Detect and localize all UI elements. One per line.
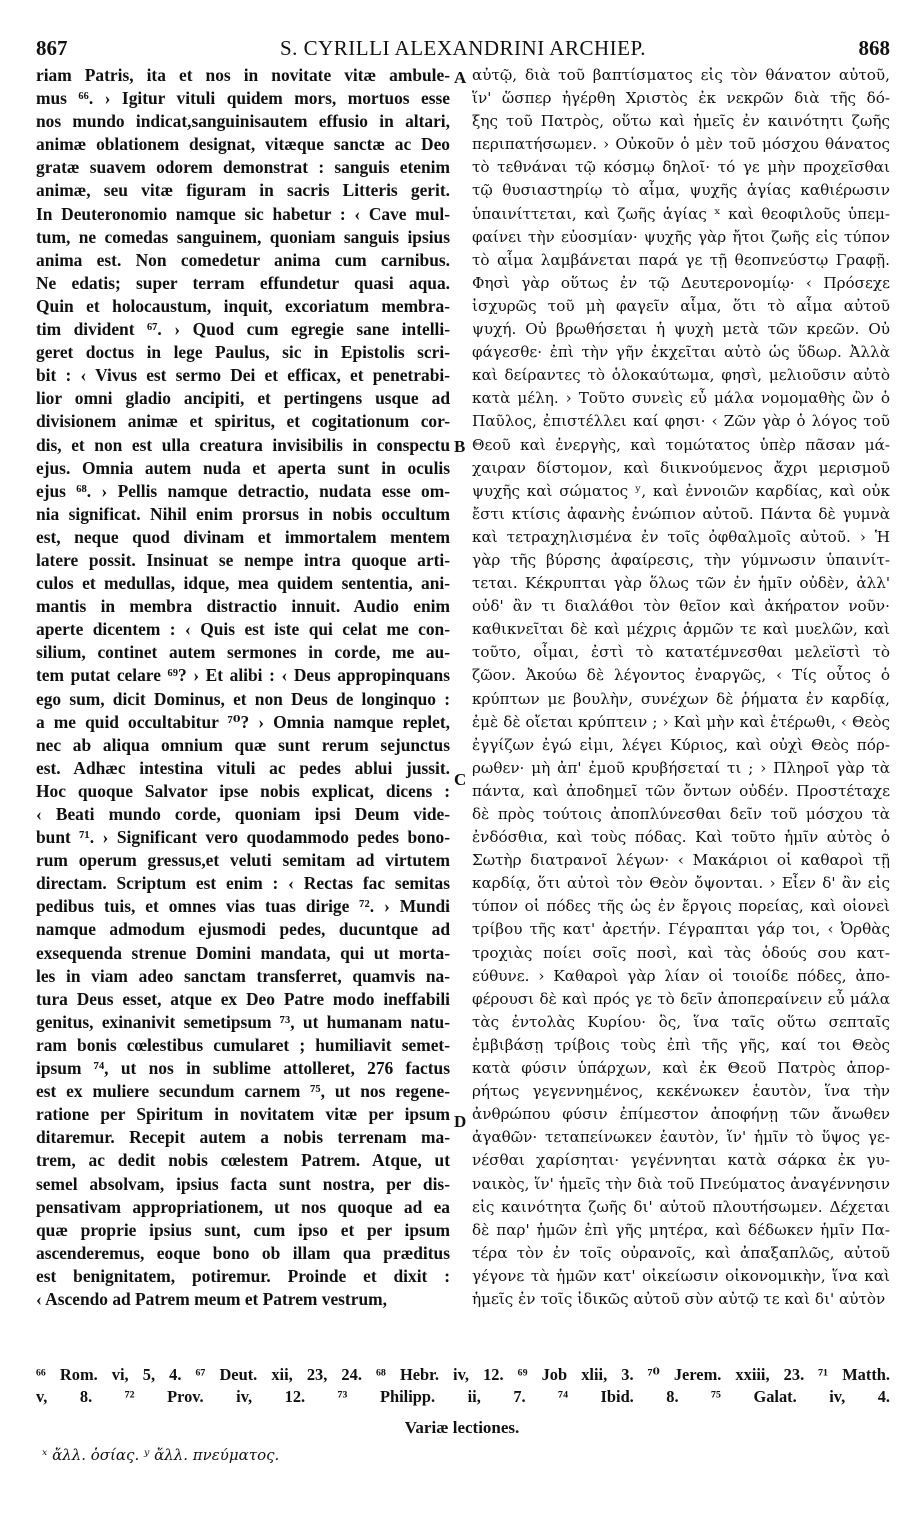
greek-text-line: περιπατήσωμεν. › Οὐκοῦν ὁ μὲν τοῦ μόσχου θάνατος — [472, 135, 890, 154]
greek-text-line: καρδίᾳ, ὅτι αὐτοὶ τὸν Θεὸν ὄψονται. › Εἶεν δ' ἂν εἰς — [472, 874, 890, 893]
latin-text-line: animæ, seu vitæ figuram in sacris Litteris gerit. — [36, 180, 450, 201]
greek-text-line: οὐδ' ἂν τι διαλάθοι τὸν θεῖον καὶ ἀκήρατον νοῦν· — [472, 597, 890, 616]
greek-text-line: ἐνδόσθια, καὶ τοὺς πόδας. Καὶ τοῦτο ἡμῖν αὐτὸς ὁ — [472, 828, 890, 847]
latin-text-line: les in viam adeo sanctam transferret, quamvis na- — [36, 965, 450, 986]
greek-text-line: κατὰ μέλη. › Τοῦτο συνεὶς εὖ μάλα νομομαθὴς ὢν ὁ — [472, 389, 890, 408]
greek-text-line: φέρουσι δὲ καὶ πρός γε τὸ δεῖν ἀποπεραίνειν εὖ μάλα — [472, 989, 890, 1008]
greek-text-line: ἔστι κτίσις ἀφανὴς ἐνώπιον αὐτοῦ. Πάντα δὲ γυμνὰ — [472, 504, 890, 523]
greek-column — [472, 64, 890, 1311]
margin-letter-d: D — [454, 1112, 467, 1131]
latin-text-line: nos mundo indicat,sanguinisautem effusio in altari, — [36, 111, 450, 132]
greek-text-line: ρήτως γεγεννημένος, κεκένωκεν ἑαυτὸν, ἵνα τὴν — [472, 1082, 890, 1101]
latin-text-line: rum operum gressus,et veluti semitam ad virtutem — [36, 850, 450, 871]
latin-text-line: tum, ne comedas sanguinem, quoniam sanguis ipsius — [36, 226, 450, 247]
page-number-right: 868 — [858, 36, 890, 60]
running-title: S. CYRILLI ALEXANDRINI ARCHIEP. — [279, 36, 647, 60]
latin-text-line: ‹ Beati mundo corde, quoniam ipsi Deum vide- — [36, 804, 450, 824]
greek-text-line: καὶ δείραντες τὸ ὁλοκαύτωμα, φησὶ, μελιοῦσιν αὐτὸ — [472, 366, 890, 385]
greek-text-line: δὲ πρὸς τούτοις ἀποπλύνεσθαι δεῖν τοῦ μόσχου τὰ — [472, 805, 890, 823]
latin-text-line: ego sum, dicit Dominus, et non Deus de longinquo : — [36, 688, 450, 709]
latin-text-line: tem putat celare ⁶⁹? › Et alibi : ‹ Deus appropinquans — [36, 665, 450, 686]
greek-text-line: ἐμὲ δὲ οἴεται κρύπτειν ; › Καὶ μὴν καὶ ἑτέρωθι, ‹ Θεὸς — [472, 712, 890, 731]
latin-text-line: genitus, exinanivit semetipsum ⁷³, ut humanam natu- — [36, 1011, 450, 1032]
greek-text-line: φαίνει τὴν εὐοσμίαν· ψυχῆς γὰρ ἤτοι ζωῆς εἰς τύπον — [472, 227, 890, 246]
greek-text-line: ἰσχυρῶς τοῦ μὴ φαγεῖν αἷμα, ὅτι τὸ αἷμα αὐτοῦ — [472, 296, 890, 315]
greek-text-line: ἡμεῖς ἐν τοῖς ἰδικῶς αὐτοῦ σὺν αὐτῷ τε καὶ δι' αὐτὸν — [472, 1289, 886, 1308]
greek-text-line: ξης τοῦ Πατρὸς, οὕτω καὶ ἡμεῖς ἐν καινότητι ζωῆς — [472, 112, 890, 131]
latin-text-line: nec ab aliqua omnium quæ sunt rerum sejunctus — [36, 734, 450, 755]
latin-text-line: Hoc quoque Salvator ipse nobis explicat, dicens : — [36, 780, 450, 801]
latin-text-line: anima est. Non comedetur anima cum carnibus. — [36, 249, 450, 270]
greek-text-line: τὰς ἐντολὰς Κυρίου· ὃς, ἵνα ταῖς οὕτω σεπταῖς — [472, 1012, 890, 1031]
latin-text-line: ‹ Ascendo ad Patrem meum et Patrem vestrum, — [36, 1288, 387, 1309]
latin-text-line: tim divident ⁶⁷. › Quod cum egregie sane intelli- — [36, 319, 450, 340]
greek-text-line: τοῦτο, οἶμαι, ἐστὶ τὸ κατατέμνεσθαι μελεϊστὶ τὸ — [472, 643, 890, 662]
greek-text-line: φάγεσθε· ἐπὶ τὴν γῆν ἐκχεῖται αὐτὸ ὡς ὕδωρ. Ἀλλὰ — [472, 343, 890, 362]
latin-text-line: mantis in membra distractio innuit. Audio enim — [36, 596, 450, 617]
latin-text-line: est, neque quod divinam et immortalem mentem — [36, 526, 450, 547]
greek-text-line: δὲ παρ' ἡμῶν ἐπὶ γῆς μητέρα, καὶ δέδωκεν ἡμῖν Πα- — [472, 1220, 890, 1239]
greek-text-line: Παῦλος, ἐπιστέλλει καί φησι· ‹ Ζῶν γὰρ ὁ λόγος τοῦ — [472, 412, 890, 431]
latin-text-line: pensativam appropriationem, ut nos quoque ad ea — [36, 1196, 450, 1217]
latin-text-line: In Deuteronomio namque sic habetur : ‹ Cave mul- — [36, 203, 450, 224]
greek-text-line: ναικὸς, ἵν' ἡμεῖς τὴν διὰ τοῦ Πνεύματος ἀναγέννησιν — [472, 1174, 890, 1193]
latin-text-line: ratione per Spiritum in novitatem vitæ per ipsum — [36, 1104, 450, 1125]
latin-text-line: semel absolvam, ipsius facta sunt nostra, per dis- — [36, 1173, 450, 1194]
latin-text-line: ram bonis cœlestibus cumularet ; humiliavit semet- — [36, 1034, 450, 1055]
latin-text-line: riam Patris, ita et nos in novitate vitæ ambule- — [36, 65, 450, 85]
greek-text-line: ὑπαινίττεται, καὶ ζωῆς ἁγίας ˣ καὶ θεοφιλοῦς ὑπεμ- — [472, 204, 890, 223]
latin-text-line: latere possit. Insinuat se nempe intra quoque arti- — [36, 549, 450, 570]
latin-text-line: ejus ⁶⁸. › Pellis namque detractio, nudata esse om- — [36, 480, 450, 501]
greek-text-line: τροχιὰς ποίει σοῖς ποσὶ, καὶ τὰς ὁδούς σου κατ- — [472, 943, 890, 962]
greek-text-line: ἀνθρώπου φύσιν ἐπίμεστον ἀποφήνῃ τῶν ἄνωθεν — [472, 1105, 890, 1124]
greek-text-line: κρύπτων με βουλὴν, συνέχων δὲ ῥήματα ἐν καρδίᾳ, — [472, 689, 890, 708]
greek-text-line: τέρα τὸν ἐν τοῖς οὐρανοῖς, καὶ ἀπαξαπλῶς, αὐτοῦ — [472, 1243, 890, 1262]
greek-text-line: τεται. Κέκρυπται γὰρ ὅλως τῶν ἐν ἡμῖν οὐδὲν, ἀλλ' — [472, 574, 890, 593]
greek-text-line: Σωτὴρ διατρανοῖ λέγων· ‹ Μακάριοι οἱ καθαροὶ τῇ — [472, 851, 890, 870]
greek-text-line: ἀγαθῶν· τεταπείνωκεν ἑαυτὸν, ἵν' ἡμῖν τὸ ὕψος γε- — [472, 1128, 890, 1147]
latin-text-line: quæ proprie ipsius sunt, cum ipso et per ipsum — [36, 1219, 450, 1240]
greek-text-line: κατὰ φύσιν ὑπάρχων, καὶ ἐκ Θεοῦ Πατρὸς ἀπορ- — [472, 1059, 890, 1078]
latin-text-line: namque admodum ejusmodi pedes, ducuntque ad — [36, 919, 450, 940]
latin-text-line: tura Deus esset, atque ex Deo Patre modo ineffabili — [36, 988, 450, 1009]
greek-text-line: ψυχή. Οὐ βρωθήσεται ἡ ψυχὴ μετὰ τῶν κρεῶν. Οὐ — [472, 320, 890, 339]
greek-text-line: νέσθαι χαρίσηται· γεγέννηται κατὰ σάρκα ἐκ γυ- — [472, 1151, 890, 1170]
margin-letter-a: A — [454, 68, 467, 87]
latin-text-line: est. Adhæc intestina vituli ac pedes ablui jussit. — [36, 757, 450, 778]
greek-text-line: Φησὶ γὰρ οὕτως ἐν τῷ Δευτερονομίῳ· ‹ Πρόσεχε — [472, 273, 890, 292]
latin-text-line: bit : ‹ Vivus est sermo Dei et efficax, et penetrabi- — [36, 365, 450, 386]
latin-text-line: ditaremur. Recepit autem a nobis terrenam ma- — [36, 1127, 450, 1148]
footnote-line: v, 8. ⁷² Prov. iv, 12. ⁷³ Philipp. ii, 7. ⁷⁴ Ibid. 8. ⁷⁵ Galat. iv, 4. — [36, 1387, 890, 1406]
latin-text-line: culos et medullas, idque, mea quidem sententia, ani- — [36, 573, 450, 594]
latin-text-line: ejus. Omnia autem nuda et aperta sunt in oculis — [36, 457, 450, 478]
greek-text-line: τύπον οἱ πόδες τῆς ὡς ἐν ἔργοις πορείας, καὶ οἱονεὶ — [472, 897, 890, 916]
latin-text-line: a me quid occultabitur ⁷⁰? › Omnia namque replet, — [36, 711, 450, 732]
latin-text-line: gratæ suavem odorem demonstrat : sanguis etenim — [36, 157, 450, 178]
latin-text-line: pedibus tuis, et omnes vias tuas dirige ⁷². › Mundi — [36, 896, 450, 917]
latin-text-line: bunt ⁷¹. › Significant vero quodammodo pedes bono- — [36, 827, 450, 848]
greek-text-line: καὶ τετραχηλισμένα ἐν τοῖς ὀφθαλμοῖς αὐτοῦ. › Ἡ — [472, 527, 890, 546]
margin-letter-b: B — [454, 437, 466, 456]
latin-text-line: trem, ac dedit nobis cœlestem Patrem. Atque, ut — [36, 1150, 450, 1171]
greek-text-line: τῷ θυσιαστηρίῳ τὸ αἷμα, ψυχῆς ἁγίας καθιέρωσιν — [472, 181, 890, 200]
latin-text-line: divisionem animæ et spiritus, et cogitationum cor- — [36, 411, 450, 432]
latin-text-line: Ne edatis; super terram effundetur quasi aqua. — [36, 272, 450, 293]
latin-text-line: geret doctus in lege Paulus, sic in Epistolis scri- — [36, 342, 450, 363]
latin-text-line: mus ⁶⁶. › Igitur vituli quidem mors, mortuos esse — [36, 88, 450, 109]
margin-letter-c: C — [454, 770, 467, 789]
latin-text-line: exsequenda strenue Domini mandata, qui ut morta- — [36, 942, 450, 963]
greek-text-line: τρίβου τῆς κατ' ἀρετήν. Γέγραπται γάρ τοι, ‹ Ὀρθὰς — [472, 920, 890, 939]
latin-text-line: directam. Scriptum est enim : ‹ Rectas fac semitas — [36, 873, 450, 894]
latin-text-line: animæ oblationem designat, vitæque sanctæ ac Deo — [36, 134, 450, 155]
latin-text-line: silium, continet autem sermones in corde, me au- — [36, 642, 450, 663]
greek-text-line: χαιραν δίστομον, καὶ διικνούμενος ἄχρι μερισμοῦ — [472, 458, 890, 477]
greek-text-line: ἵν' ὥσπερ ἠγέρθη Χριστὸς ἐκ νεκρῶν διὰ τῆς δό- — [472, 89, 890, 108]
greek-text-line: ψυχῆς καὶ σώματος ʸ, καὶ ἐννοιῶν καρδίας, καὶ οὐκ — [472, 481, 890, 500]
greek-text-line: ἐγγίζων ἐγώ εἰμι, λέγει Κύριος, καὶ οὐχὶ Θεὸς πόρ- — [472, 735, 890, 754]
greek-text-line: ἐμβιβάσῃ τρίβοις τοὺς ἐπὶ τῆς γῆς, καί τοι Θεὸς — [472, 1035, 890, 1054]
greek-text-line: Θεοῦ καὶ ἐνεργὴς, καὶ τομώτατος ὑπὲρ πᾶσαν μά- — [472, 435, 890, 454]
latin-text-line: ascenderemus, eoque bono ob illam qua præditus — [36, 1242, 450, 1263]
latin-text-line: est benignitatem, potiremur. Proinde et dixit : — [36, 1265, 450, 1286]
greek-text-line: πάντα, καὶ ἀποδημεῖ τῶν ὄντων οὐδέν. Προστέταχε — [472, 781, 890, 800]
greek-text-line: αὐτῷ, διὰ τοῦ βαπτίσματος εἰς τὸν θάνατον αὐτοῦ, — [472, 66, 890, 84]
footnote-line: ⁶⁶ Rom. vi, 5, 4. ⁶⁷ Deut. xii, 23, 24. ⁶⁸ Hebr. iv, 12. ⁶⁹ Job xlii, 3. ⁷⁰ Jerem. xxiii, 23. ⁷¹ Matth. — [36, 1365, 890, 1384]
greek-text-line: ζῶον. Ἀκούω δὲ λέγοντος ἐναργῶς, ‹ Τίς οὗτος ὁ — [472, 666, 890, 685]
variae-lectiones-notes: ˣ ἄλλ. ὁσίας. ʸ ἄλλ. πνεύματος. — [42, 1446, 280, 1464]
latin-text-line: ipsum ⁷⁴, ut nos in sublime attolleret, 276 factus — [36, 1058, 450, 1079]
greek-text-line: ρωθεν· μὴ ἀπ' ἐμοῦ κρυβήσεταί τι ; › Πληροῖ γὰρ τὰ — [472, 758, 890, 777]
latin-text-line: aperte dicentem : ‹ Quis est iste qui celat me con- — [36, 619, 450, 640]
greek-text-line: τὸ αἷμα λαμβάνεται παρά γε τῇ θεοπνεύστῳ Γραφῇ. — [472, 250, 890, 269]
greek-text-line: καθικνεῖται δὲ καὶ μέχρις ἁρμῶν τε καὶ μυελῶν, καὶ — [472, 620, 890, 639]
latin-text-line: dis, et non est ulla creatura invisibilis in conspectu — [36, 434, 450, 455]
latin-text-line: lior omni gladio ancipiti, et pertingens usque ad — [36, 388, 450, 409]
footnotes — [36, 1364, 890, 1408]
greek-text-line: γὰρ τῆς βύρσης ἀφαίρεσις, τὴν γύμνωσιν ὑπαινίτ- — [472, 550, 890, 569]
variae-lectiones-heading: Variæ lectiones. — [404, 1418, 520, 1437]
latin-text-line: Quin et holocaustum, inquit, excoriatum membra- — [36, 295, 450, 316]
greek-text-line: εύθυνε. › Καθαροὶ γὰρ λίαν οἱ τοιοίδε πόδες, ἀπο- — [472, 966, 890, 985]
greek-text-line: γέγονε τὰ ἡμῶν κατ' οἰκείωσιν οἰκονομικὴν, ἵνα καὶ — [472, 1266, 890, 1285]
greek-text-line: εἰς καινότητα ζωῆς δι' αὐτοῦ πλουτήσωμεν. Δέχεται — [472, 1197, 890, 1216]
latin-column — [36, 64, 450, 1311]
running-header — [36, 36, 890, 64]
latin-text-line: nia significat. Nihil enim prorsus in nobis occultum — [36, 503, 450, 524]
latin-text-line: est ex muliere secundum carnem ⁷⁵, ut nos regene- — [36, 1081, 450, 1102]
page-number-left: 867 — [36, 36, 68, 60]
greek-text-line: τὸ τεθνάναι τῷ κόσμῳ δηλοῖ· τό γε μὴν προχεῖσθαι — [472, 158, 890, 177]
